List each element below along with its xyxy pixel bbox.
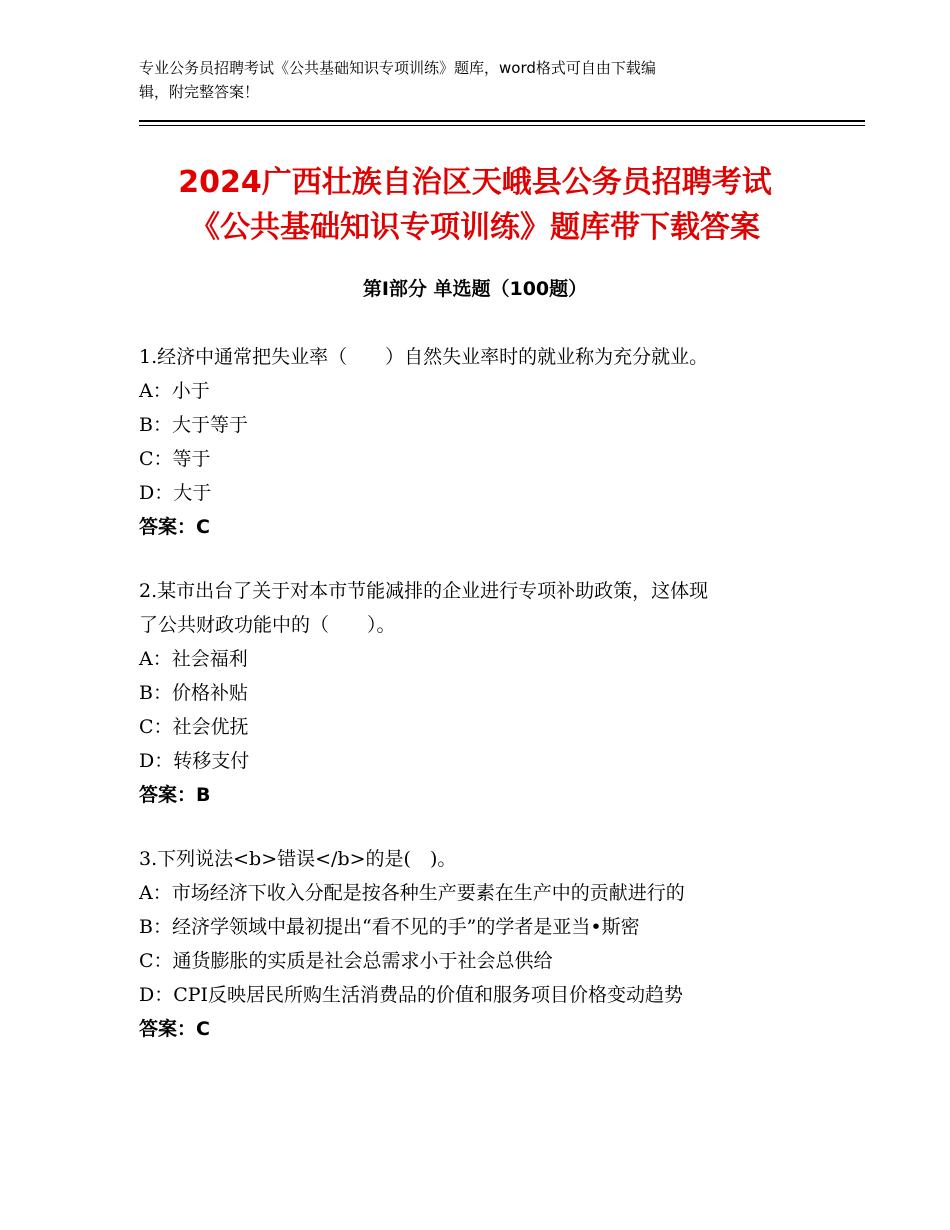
question-stem-line-2: 了公共财政功能中的（ ）。 — [139, 614, 396, 636]
option-c: C：社会优抚 — [139, 716, 249, 738]
option-c: C：通货膨胀的实质是社会总需求小于社会总供给 — [139, 950, 553, 972]
answer: 答案：B — [139, 784, 211, 806]
title-line-1: 2024广西壮族自治区天峨县公务员招聘考试 — [178, 165, 772, 200]
header-note-line-1: 专业公务员招聘考试《公共基础知识专项训练》题库，word格式可自由下载编 — [139, 59, 656, 77]
header-note-line-2: 辑，附完整答案！ — [139, 83, 260, 101]
option-d: D：转移支付 — [139, 750, 250, 772]
question-stem-line-1: 2.某市出台了关于对本市节能减排的企业进行专项补助政策，这体现 — [139, 580, 709, 602]
option-a: A：市场经济下收入分配是按各种生产要素在生产中的贡献进行的 — [139, 882, 685, 904]
question-stem: 3.下列说法<b>错误</b>的是( )。 — [139, 848, 457, 870]
header-divider-thin — [139, 125, 865, 126]
question-list — [139, 340, 819, 1076]
answer: 答案：C — [139, 1018, 210, 1040]
option-b: B：大于等于 — [139, 414, 248, 436]
question-stem: 1.经济中通常把失业率（ ）自然失业率时的就业称为充分就业。 — [139, 346, 709, 368]
option-a: A：小于 — [139, 380, 210, 402]
title-line-2: 《公共基础知识专项训练》题库带下载答案 — [190, 210, 760, 245]
header-divider-thick — [139, 120, 865, 122]
option-c: C：等于 — [139, 448, 211, 470]
header-note — [139, 56, 819, 104]
option-b: B：价格补贴 — [139, 682, 248, 704]
option-d: D：大于 — [139, 482, 212, 504]
question-3 — [139, 842, 819, 1046]
question-1 — [139, 340, 819, 544]
document-title — [100, 160, 850, 250]
option-a: A：社会福利 — [139, 648, 248, 670]
section-heading: 第Ⅰ部分 单选题（100题） — [362, 278, 588, 300]
answer: 答案：C — [139, 516, 210, 538]
option-d: D：CPI反映居民所购生活消费品的价值和服务项目价格变动趋势 — [139, 984, 684, 1006]
question-2 — [139, 574, 819, 812]
option-b: B：经济学领域中最初提出“看不见的手”的学者是亚当•斯密 — [139, 916, 640, 938]
